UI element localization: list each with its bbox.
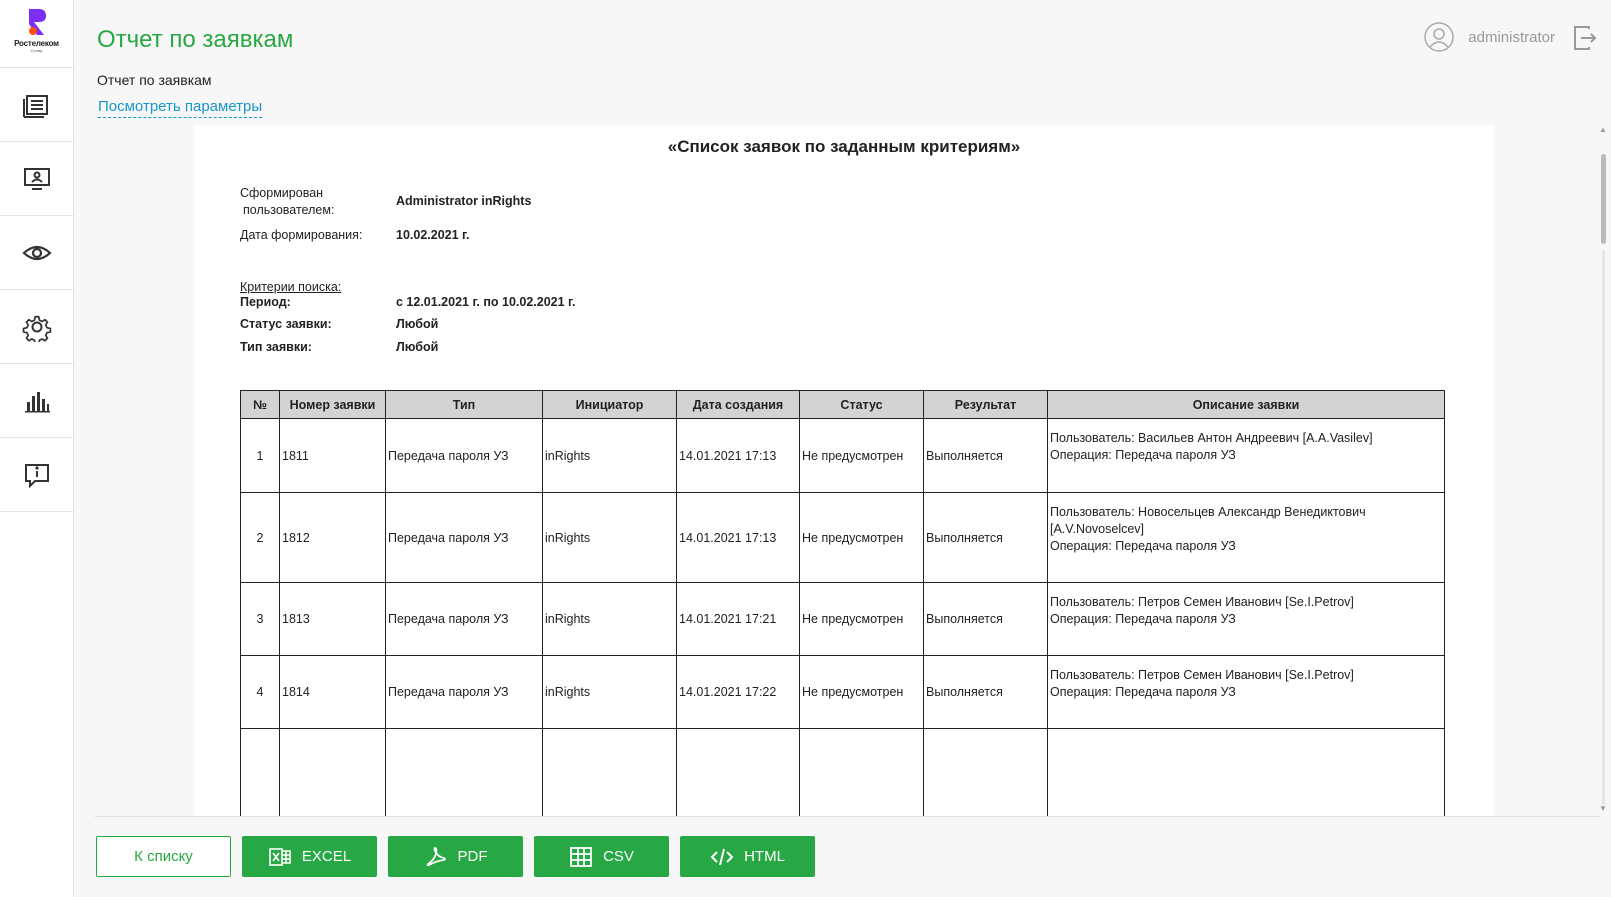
page-title: Отчет по заявкам bbox=[97, 26, 294, 53]
back-to-list-label: К списку bbox=[134, 848, 193, 865]
logout-button[interactable] bbox=[1573, 25, 1597, 56]
desc-line: Операция: Передача пароля УЗ bbox=[1050, 612, 1236, 626]
export-pdf-button[interactable] bbox=[388, 836, 523, 877]
desc-line: Пользователь: Петров Семен Иванович [Se.I.Petrov] bbox=[1050, 668, 1354, 682]
cell-index: 4 bbox=[241, 656, 280, 729]
table-row bbox=[241, 583, 1445, 656]
cell-type: Передача пароля УЗ bbox=[386, 493, 543, 583]
col-header: Статус bbox=[800, 391, 924, 419]
cell-date: 14.01.2021 17:22 bbox=[677, 656, 800, 729]
table-row bbox=[241, 493, 1445, 583]
export-html-button[interactable] bbox=[680, 836, 815, 877]
divider bbox=[95, 816, 1600, 817]
desc-line: Операция: Передача пароля УЗ bbox=[1050, 448, 1236, 462]
cell-number: 1814 bbox=[280, 656, 386, 729]
col-header: Номер заявки bbox=[280, 391, 386, 419]
col-header: Инициатор bbox=[543, 391, 677, 419]
cell-initiator: inRights bbox=[543, 419, 677, 493]
cell-number: 1811 bbox=[280, 419, 386, 493]
col-header: Описание заявки bbox=[1048, 391, 1445, 419]
html-label: HTML bbox=[744, 848, 785, 865]
list-icon bbox=[22, 90, 52, 120]
cell-index: 1 bbox=[241, 419, 280, 493]
report-table bbox=[240, 390, 1445, 817]
cell-status: Не предусмотрен bbox=[800, 656, 924, 729]
sidebar-item-settings[interactable] bbox=[0, 290, 73, 364]
date-label: Дата формирования: bbox=[240, 228, 363, 242]
cell-number: 1813 bbox=[280, 583, 386, 656]
report-frame bbox=[194, 125, 1494, 817]
cell-type: Передача пароля УЗ bbox=[386, 419, 543, 493]
export-excel-button[interactable] bbox=[242, 836, 377, 877]
cell-initiator: inRights bbox=[543, 493, 677, 583]
cell-status: Не предусмотрен bbox=[800, 583, 924, 656]
table-row-empty bbox=[241, 729, 1445, 818]
scrollbar-thumb[interactable] bbox=[1601, 154, 1606, 244]
cell-result: Выполняется bbox=[924, 493, 1048, 583]
cell-type: Передача пароля УЗ bbox=[386, 583, 543, 656]
user-menu[interactable] bbox=[1424, 22, 1555, 52]
table-header bbox=[241, 391, 1445, 419]
username: administrator bbox=[1468, 28, 1555, 46]
col-header: Результат bbox=[924, 391, 1048, 419]
criteria-label: Критерии поиска: bbox=[240, 280, 342, 294]
created-by-label bbox=[240, 185, 390, 219]
user-avatar-icon bbox=[1424, 22, 1454, 52]
desc-line: Пользователь: Петров Семен Иванович [Se.I.Petrov] bbox=[1050, 595, 1354, 609]
gear-icon bbox=[22, 312, 52, 342]
cell-initiator: inRights bbox=[543, 656, 677, 729]
cell-result: Выполняется bbox=[924, 583, 1048, 656]
sidebar-item-requests[interactable] bbox=[0, 68, 73, 142]
status-label: Статус заявки: bbox=[240, 317, 332, 331]
cell-type: Передача пароля УЗ bbox=[386, 656, 543, 729]
cell-result: Выполняется bbox=[924, 656, 1048, 729]
desc-line: Пользователь: Новосельцев Александр Венедиктович bbox=[1050, 505, 1366, 519]
excel-icon bbox=[268, 845, 292, 869]
cell-index: 2 bbox=[241, 493, 280, 583]
scrollbar-track[interactable] bbox=[1602, 250, 1605, 805]
cell-date: 14.01.2021 17:13 bbox=[677, 419, 800, 493]
code-icon bbox=[710, 845, 734, 869]
sidebar-item-monitoring[interactable] bbox=[0, 216, 73, 290]
type-value: Любой bbox=[396, 340, 439, 354]
chart-icon bbox=[22, 386, 52, 416]
cell-description bbox=[1048, 419, 1445, 493]
scroll-up-arrow-icon[interactable]: ▲ bbox=[1599, 125, 1607, 134]
cell-initiator: inRights bbox=[543, 583, 677, 656]
sidebar-item-resources[interactable] bbox=[0, 142, 73, 216]
export-csv-button[interactable] bbox=[534, 836, 669, 877]
col-header: Дата создания bbox=[677, 391, 800, 419]
status-value: Любой bbox=[396, 317, 439, 331]
col-header: № bbox=[241, 391, 280, 419]
sidebar bbox=[0, 0, 74, 897]
report-title: «Список заявок по заданным критериям» bbox=[667, 137, 1021, 156]
desc-line: [A.V.Novoselcev] bbox=[1050, 522, 1145, 536]
sidebar-item-reports[interactable] bbox=[0, 364, 73, 438]
page-subtitle: Отчет по заявкам bbox=[97, 72, 212, 88]
view-params-link[interactable]: Посмотреть параметры bbox=[98, 98, 262, 118]
feedback-icon bbox=[22, 460, 52, 490]
cell-result: Выполняется bbox=[924, 419, 1048, 493]
cell-index: 3 bbox=[241, 583, 280, 656]
table-grid-icon bbox=[569, 845, 593, 869]
brand-name: Ростелеком bbox=[14, 39, 59, 48]
cell-description bbox=[1048, 656, 1445, 729]
type-label: Тип заявки: bbox=[240, 340, 312, 354]
scroll-down-arrow-icon[interactable]: ▼ bbox=[1599, 804, 1607, 813]
col-header: Тип bbox=[386, 391, 543, 419]
cell-date: 14.01.2021 17:13 bbox=[677, 493, 800, 583]
monitor-icon bbox=[22, 164, 52, 194]
brand-sub: Солар bbox=[30, 48, 43, 53]
cell-number: 1812 bbox=[280, 493, 386, 583]
cell-date: 14.01.2021 17:21 bbox=[677, 583, 800, 656]
eye-icon bbox=[22, 238, 52, 268]
table-row bbox=[241, 656, 1445, 729]
created-by-label-line2: пользователем: bbox=[243, 203, 335, 217]
excel-label: EXCEL bbox=[301, 848, 352, 865]
period-value: с 12.01.2021 г. по 10.02.2021 г. bbox=[396, 295, 576, 309]
period-label: Период: bbox=[240, 295, 291, 309]
cell-status: Не предусмотрен bbox=[800, 419, 924, 493]
date-value: 10.02.2021 г. bbox=[396, 228, 470, 242]
csv-label: CSV bbox=[603, 848, 634, 865]
cell-description bbox=[1048, 583, 1445, 656]
sidebar-item-feedback[interactable] bbox=[0, 438, 73, 512]
brand-logo[interactable] bbox=[0, 0, 73, 68]
desc-line: Операция: Передача пароля УЗ bbox=[1050, 685, 1236, 699]
cell-status: Не предусмотрен bbox=[800, 493, 924, 583]
cell-description bbox=[1048, 493, 1445, 583]
table-row bbox=[241, 419, 1445, 493]
logout-icon bbox=[1573, 25, 1597, 51]
pdf-icon bbox=[424, 845, 448, 869]
rostelecom-logo-icon bbox=[25, 7, 49, 37]
created-by-label-line1: Сформирован bbox=[240, 186, 324, 200]
pdf-label: PDF bbox=[457, 848, 488, 865]
desc-line: Пользователь: Васильев Антон Андреевич [A.A.Vasilev] bbox=[1050, 431, 1373, 445]
back-to-list-button[interactable] bbox=[96, 836, 231, 877]
desc-line: Операция: Передача пароля УЗ bbox=[1050, 539, 1236, 553]
created-by-value: Administrator inRights bbox=[396, 194, 532, 208]
